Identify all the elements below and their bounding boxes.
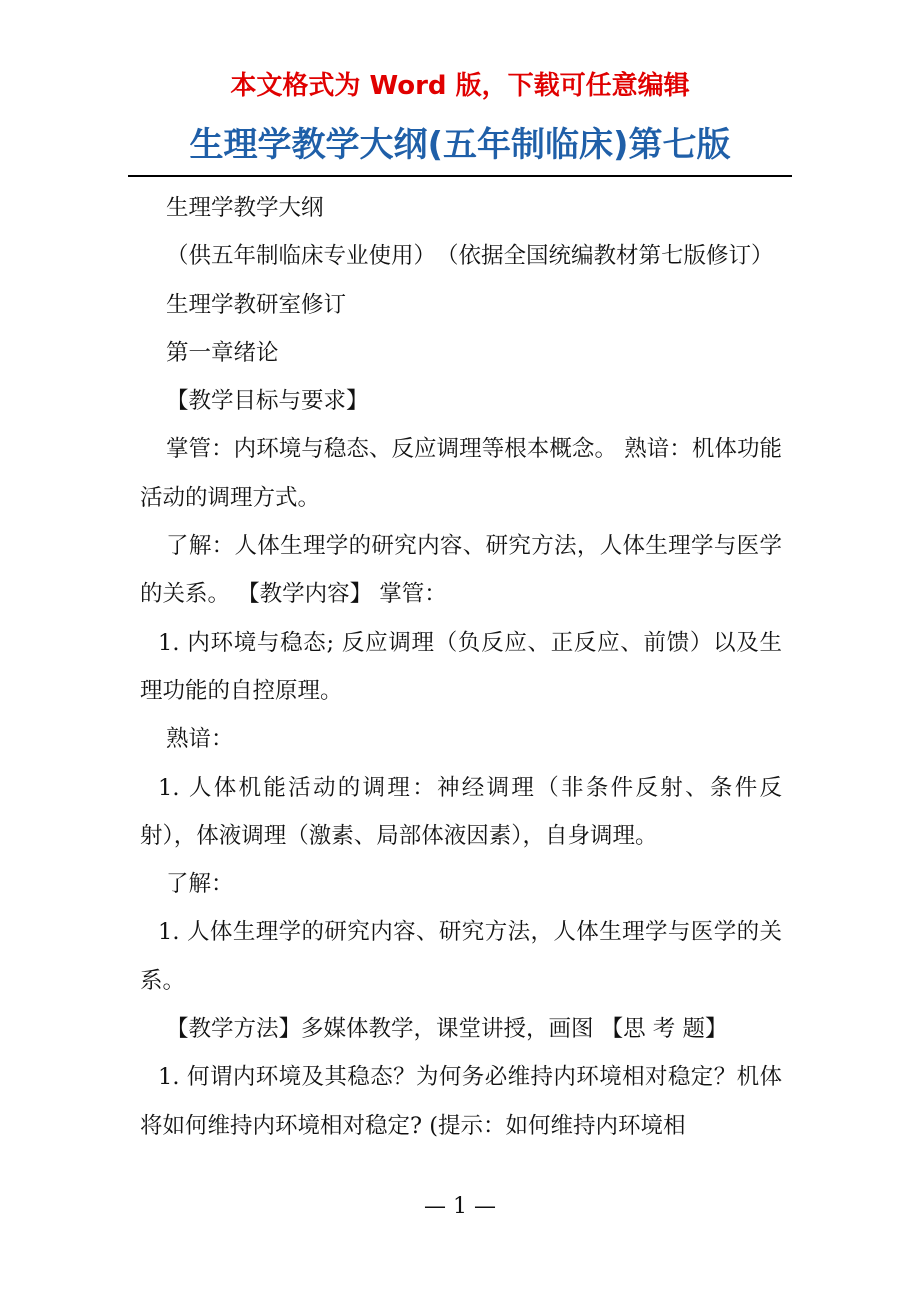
paragraph-familiar-label: 熟谙：: [166, 726, 234, 753]
paragraph-understand-label: 了解：: [166, 871, 234, 898]
page-number: — 1 —: [424, 1194, 496, 1219]
paragraph-master: 掌管：内环境与稳态、反应调理等根本概念。 熟谙：机体功能活动的调理方式。: [140, 436, 782, 511]
list-item: 1. 内环境与稳态; 反应调理（负反应、正反应、前馈）以及生理功能的自控原理。: [140, 629, 782, 704]
list-item: 1. 何谓内环境及其稳态？为何务必维持内环境相对稳定？机体将如何维持内环境相对稳定? (提示：如何维持内环境相: [140, 1064, 782, 1139]
paragraph-syllabus-name: 生理学教学大纲: [166, 195, 324, 221]
paragraph-revised-by: 生理学教研室修订: [166, 291, 347, 318]
list-item: 1. 人体机能活动的调理：神经调理（非条件反射、条件反射），体液调理（激素、局部体液因素），自身调理。: [140, 774, 782, 849]
section-heading-goals: 【教学目标与要求】: [166, 388, 369, 415]
paragraph-usage-note: （供五年制临床专业使用） （依据全国统编教材第七版修订）: [166, 243, 774, 270]
document-body: [140, 184, 782, 1150]
paragraph-understand: 了解：人体生理学的研究内容、研究方法，人体生理学与医学的关系。 【教学内容】 掌管：: [140, 533, 782, 608]
document-title: 生理学教学大纲(五年制临床)第七版: [189, 125, 731, 165]
paragraph-teaching-method: 【教学方法】多媒体教学，课堂讲授，画图 【思 考 题】: [166, 1016, 728, 1043]
title-divider: [128, 175, 792, 177]
list-item: 1. 人体生理学的研究内容、研究方法，人体生理学与医学的关系。: [140, 919, 782, 994]
editable-notice-banner: 本文格式为 Word 版，下载可任意编辑: [230, 71, 690, 101]
chapter-heading: 第一章绪论: [166, 339, 279, 366]
